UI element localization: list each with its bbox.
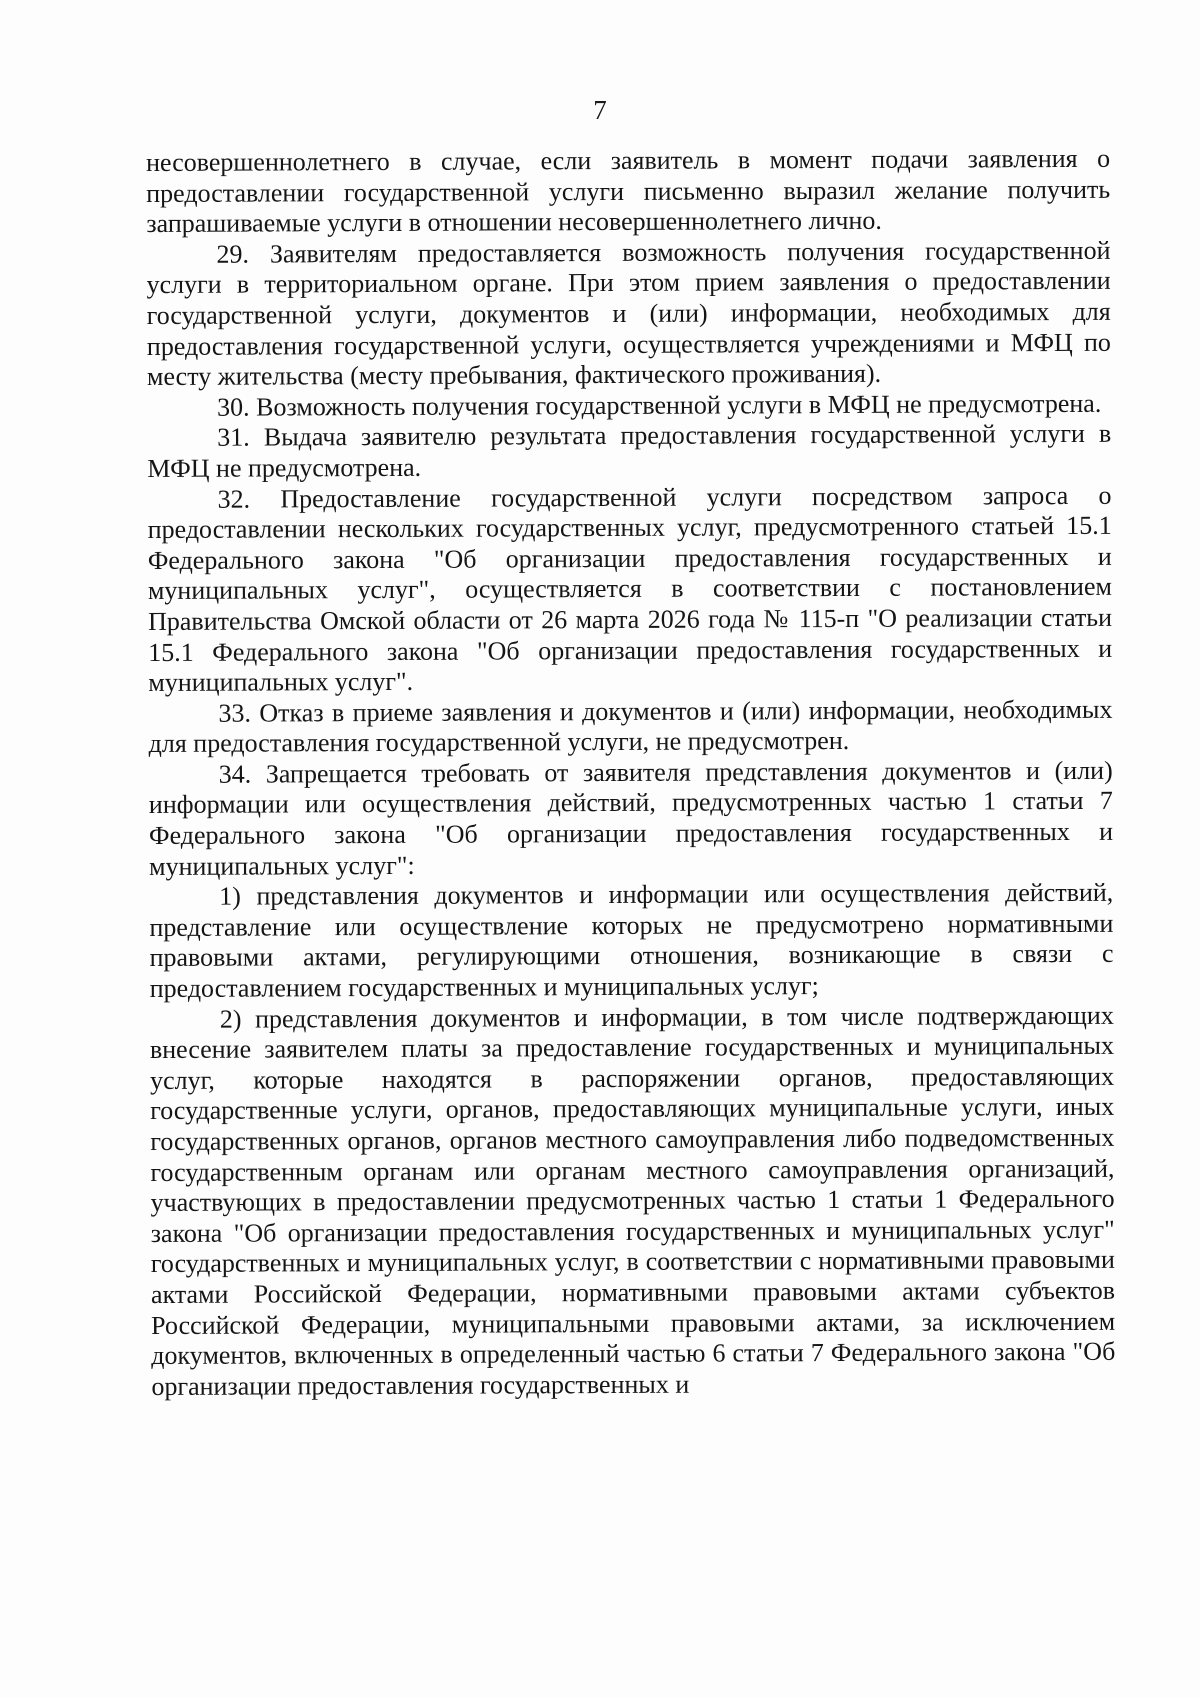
page-number: 7 [593, 95, 607, 125]
paragraph-30: 30. Возможность получения государственной услуги в МФЦ не предусмотрена. [217, 388, 1102, 422]
paragraph-continuation: несовершеннолетнего в случае, если заявитель в момент подачи заявления о предоставлении государственной услуги письменно выразил желание получить запрашиваемые услуги в отношении несовершеннолетнего лично. [146, 143, 1111, 239]
paragraph-33: 33. Отказ в приеме заявления и документов и (или) информации, необходимых для предоставления государственной услуги, не предусмотрен. [148, 694, 1113, 759]
paragraph-32: 32. Предоставление государственной услуги посредством запроса о предоставлении нескольких государственных услуг, предусмотренного статьей 15.1 Федерального закона "Об организации предоставления государственных и муниципальных услуг", осуществляется в соответствии с постановлением Правительства Омской области от 26 марта 2026 года № 115-п "О реализации статьи 15.1 Федерального закона "Об организации предоставления государственных и муниципальных услуг". [147, 480, 1113, 698]
paragraph-29: 29. Заявителям предоставляется возможность получения государственной услуги в территориальном органе. При этом прием заявления о предоставлении государственной услуги, документов и (или) информации, необходимых для предоставления государственной услуги, осуществляется учреждениями и МФЦ по месту жительства (месту пребывания, фактического проживания). [146, 235, 1111, 392]
document-body [146, 144, 1115, 1403]
paragraph-31: 31. Выдача заявителю результата предоставления государственной услуги в МФЦ не предусмотрена. [147, 419, 1112, 483]
paragraph-34: 34. Запрещается требовать от заявителя представления документов и (или) информации или осуществления действий, предусмотренных частью 1 статьи 7 Федерального закона "Об организации предоставления государственных и муниципальных услуг": [148, 755, 1114, 881]
list-item-2: 2) представления документов и информации, в том числе подтверждающих внесение заявителем платы за предоставление государственных и муниципальных услуг, которые находятся в распоряжении органов, предоставляющих государственные услуги, органов, предоставляющих муниципальные услуги, иных государственных органов, органов местного самоуправления либо подведомственных государственным органам или органам местного самоуправления организаций, участвующих в предоставлении предусмотренных частью 1 статьи 1 Федерального закона "Об организации предоставления государственных и муниципальных услуг" государственных и муниципальных услуг, в соответствии с нормативными правовыми актами Российской Федерации, нормативными правовыми актами субъектов Российской Федерации, муниципальными правовыми актами, за исключением документов, включенных в определенный частью 6 статьи 7 Федерального закона "Об организации предоставления государственных и [149, 1000, 1116, 1401]
list-item-1: 1) представления документов и информации или осуществления действий, представление или осуществление которых не предусмотрено нормативными правовыми актами, регулирующими отношения, возникающие в связи с предоставлением государственных и муниципальных услуг; [149, 878, 1114, 1004]
